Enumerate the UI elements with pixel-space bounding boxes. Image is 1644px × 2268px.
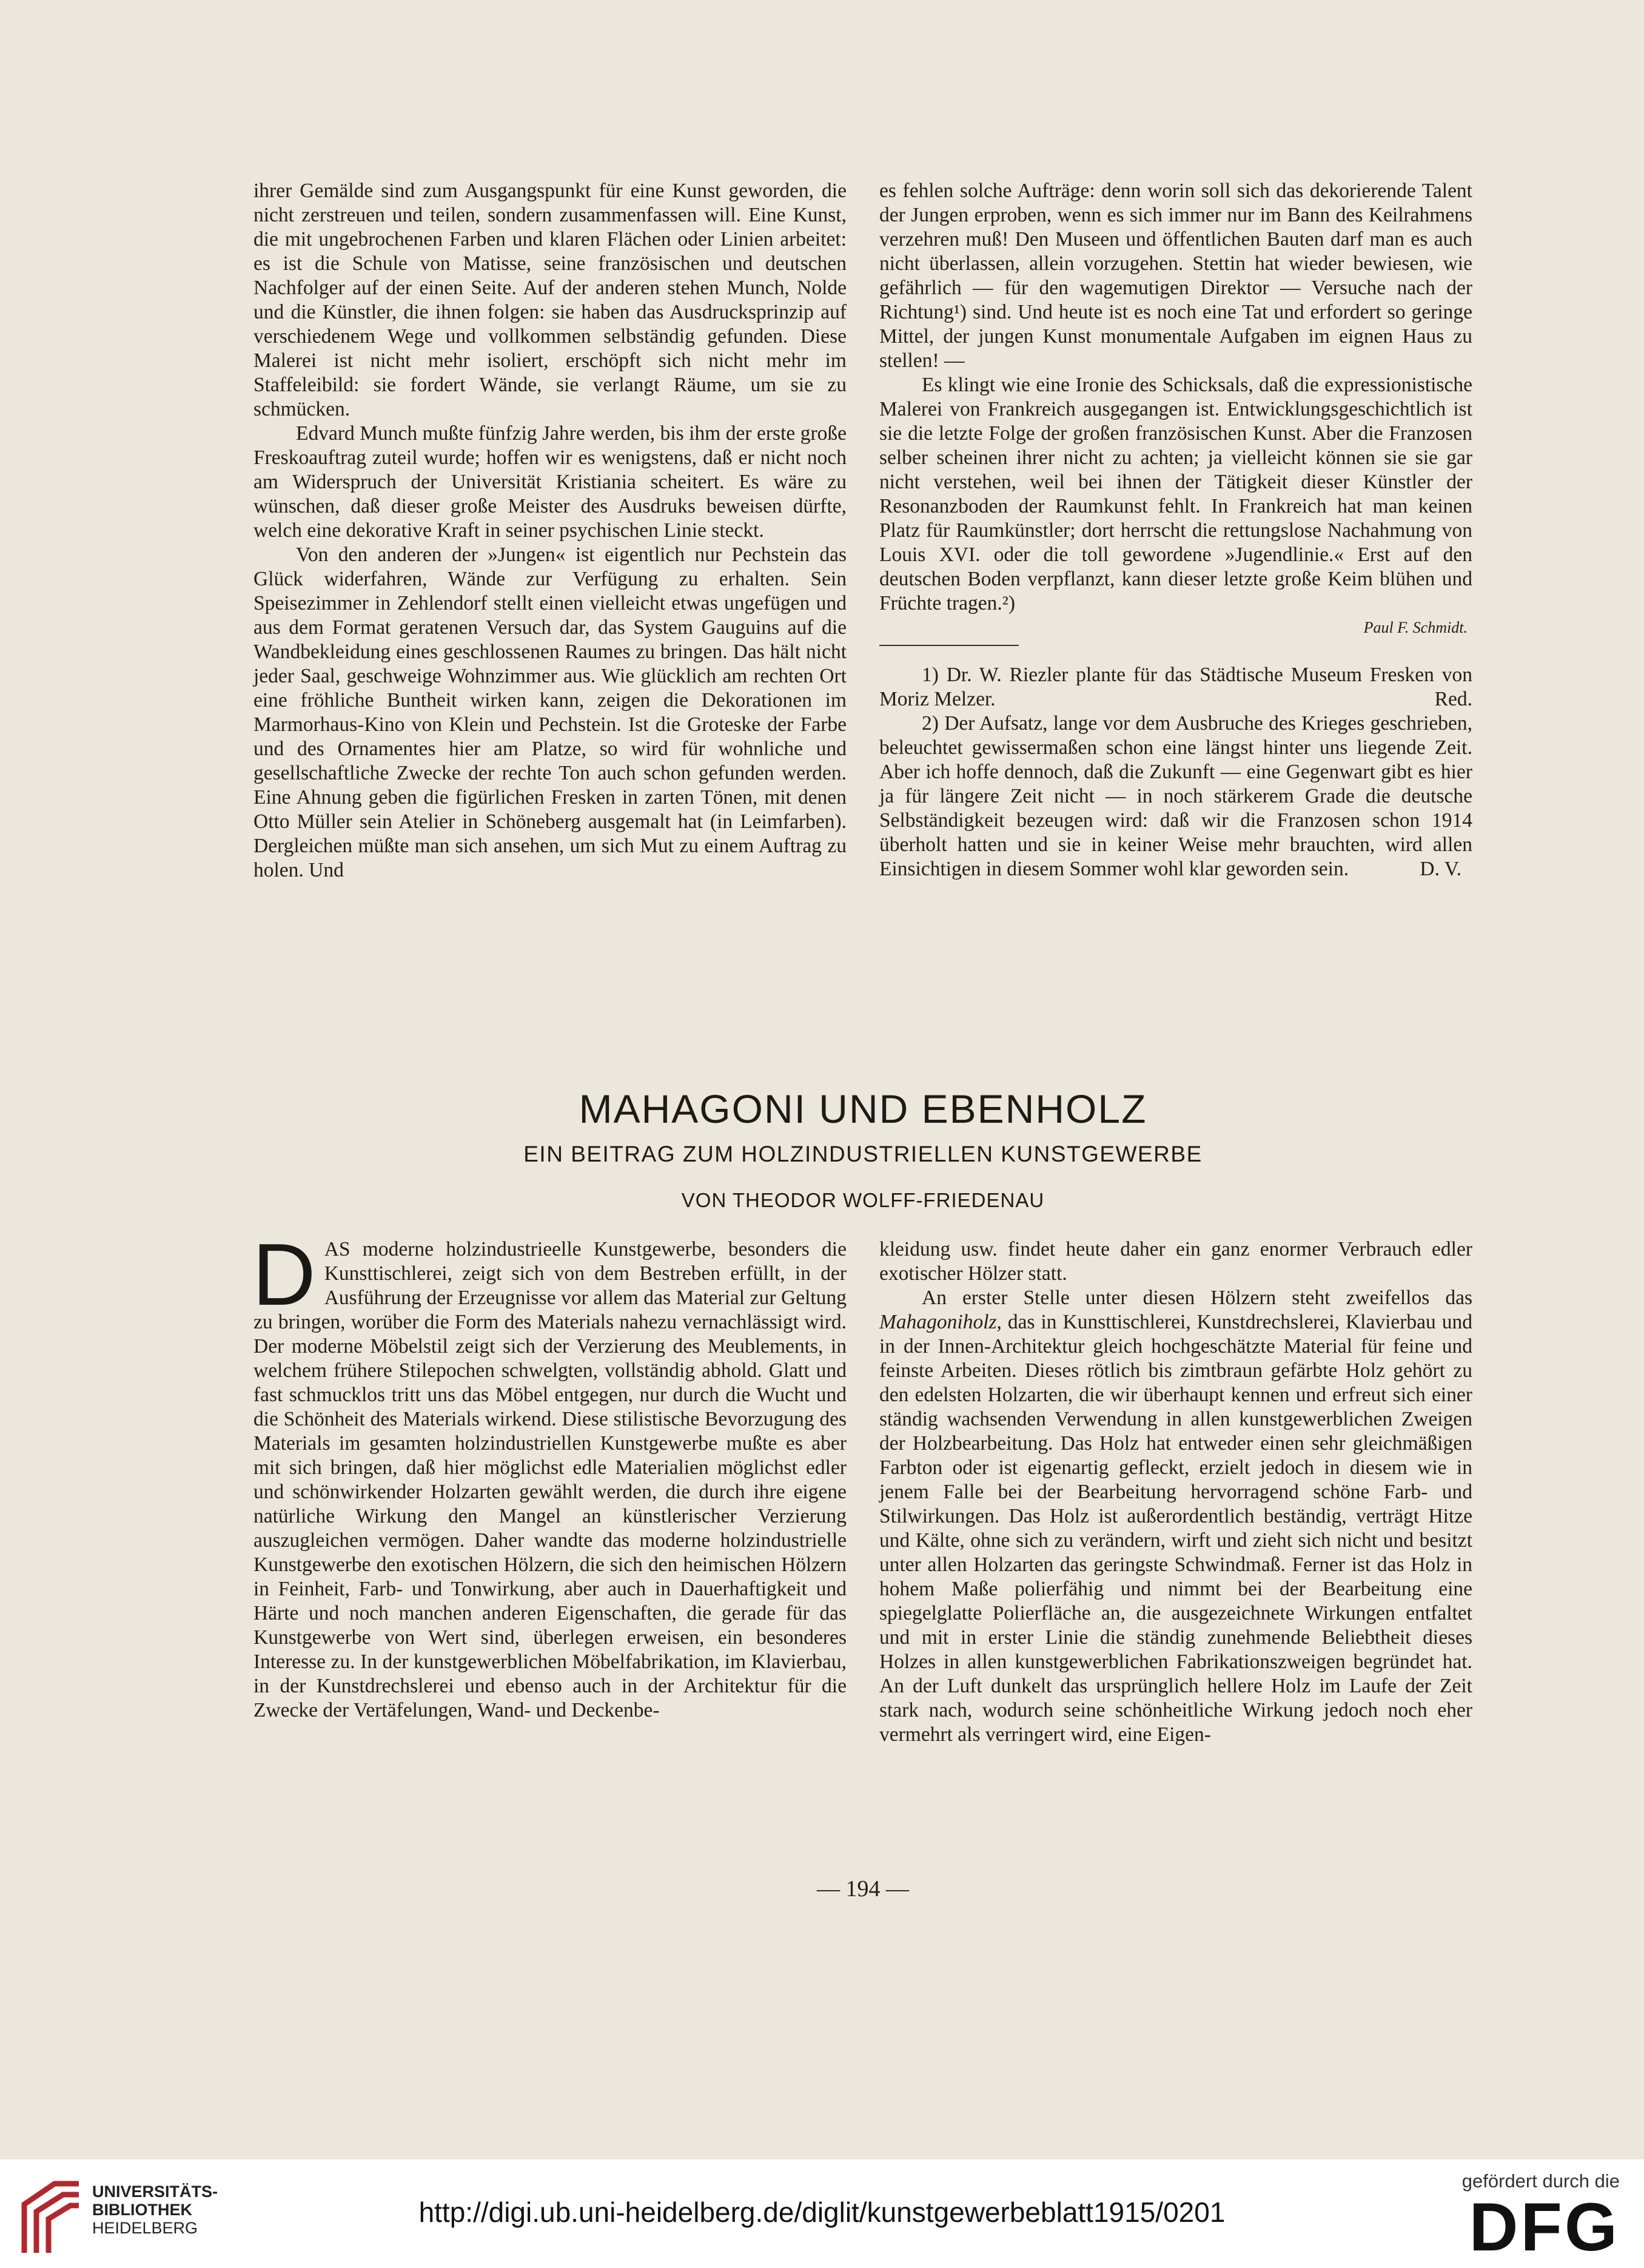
footnote-1	[879, 663, 1472, 712]
permalink[interactable]: http://digi.ub.uni-heidelberg.de/diglit/kunstgewerbeblatt1915/0201	[418, 2196, 1226, 2228]
article-right-column	[879, 1237, 1472, 1747]
footnote-sign: D. V.	[1420, 858, 1461, 880]
paragraph-text: An erster Stelle unter diesen Hölzern steht zweifellos das	[922, 1287, 1472, 1309]
paragraph-text: AS moderne holzindustrieelle Kunstgewerbe, besonders die Kunsttischlerei, zeigt sich von dem Bestreben erfüllt, in der Ausführung der Erzeugnisse vor allem das Material zur Geltung zu bringen, worüber die Form des Materials nahezu vernachlässigt wird. Der moderne Möbelstil zeigt sich der Verzierung des Meublements, in welchem frühere Stilepochen schwelgten, vollständig abhold. Glatt und fast schmucklos tritt uns das Möbel entgegen, nur durch die Wucht und die Schönheit des Materials wirkend. Diese stilistische Bevorzugung des Materials im gesamten holzindustriellen Kunstgewerbe mußte es aber mit sich bringen, daß hier möglichst edle Materialien möglichst edler und schönwirkender Holzarten gewählt werden, die durch ihre eigene natürliche Wirkung den Mangel an künstlerischer Verzierung auszugleichen vermögen. Daher wandte das moderne holzindustrielle Kunstgewerbe den exotischen Hölzern, die sich den heimischen Hölzern in Feinheit, Farb- und Tonwirkung, aber auch in Dauerhaftigkeit und Härte und noch manchen anderen Eigenschaften, die gerade für das Kunstgewerbe von Wert sind, überlegen erweisen, ein besonderes Interesse zu. In der kunstgewerblichen Möbelfabrikation, im Klavierbau, in der Kunstdrechslerei und ebenso auch in der Architektur für die Zwecke der Vertäfelungen, Wand- und Deckenbe-	[253, 1238, 847, 1721]
footnote-text: 2) Der Aufsatz, lange vor dem Ausbruche des Krieges geschrieben, beleuchtet gewissermaßen schon eine längst hinter uns liegende Zeit. Aber ich hoffe dennoch, daß die Zukunft — eine Gegenwart gibt es hier ja für längere Zeit nicht — in noch stärkerem Grade die deutsche Selbständigkeit bezeugen wird: daß wir die Franzosen schon 1914 überholt hatten und sie in keiner Weise mehr brauchten, wird allen Einsichtigen in diesem Sommer wohl klar geworden sein.	[879, 712, 1472, 880]
page-number: — 194 —	[817, 1876, 909, 1902]
paragraph: es fehlen solche Aufträge: denn worin soll sich das dekorierende Talent der Jungen erproben, wenn es sich immer nur im Bann des Keilrahmens verzehren muß! Den Museen und öffentlichen Bauten darf man es auch nicht überlassen, allein vorzugehen. Stettin hat wieder bewiesen, wie gefährlich — für den wagemutigen Direktor — Versuche nach der Richtung¹) sind. Und heute ist es noch eine Tat und erfordert so geringe Mittel, der jungen Kunst monumentale Aufgaben im eignen Haus zu stellen! —	[879, 180, 1472, 372]
previous-article-right-column	[879, 179, 1472, 881]
previous-article-left-column	[253, 179, 847, 883]
article-byline: VON THEODOR WOLFF-FRIEDENAU	[681, 1189, 1045, 1211]
paragraph: Edvard Munch mußte fünfzig Jahre werden, bis ihm der erste große Freskoauftrag zuteil wurde; hoffen wir es wenigstens, daß er nicht noch am Widerspruch der Universität Kristiania scheitert. Es wäre zu wünschen, daß dieser große Meister des Ausdruks beweisen dürfte, welch eine dekorative Kraft in seiner psychischen Linie steckt.	[253, 422, 847, 542]
dfg-logo: DFG	[1469, 2189, 1620, 2265]
article-title: MAHAGONI UND EBENHOLZ	[579, 1086, 1147, 1131]
library-line: HEIDELBERG	[92, 2219, 198, 2237]
funding-note: gefördert durch die	[1461, 2170, 1620, 2192]
paragraph: ihrer Gemälde sind zum Ausgangspunkt für eine Kunst geworden, die nicht zerstreuen und teilen, sondern zusammenfassen will. Eine Kunst, die mit ungebrochenen Farben und klaren Flächen oder Linien arbeitet: es ist die Schule von Matisse, seine französischen und deutschen Nachfolger auf der einen Seite. Auf der anderen stehen Munch, Nolde und die Künstler, die ihnen folgen: sie haben das Ausdrucksprinzip auf verschiedenem Wege und vollkommen selbständig gefunden. Diese Malerei ist nicht mehr isoliert, erschöpft sich nicht mehr im Staffeleibild: sie fordert Wände, sie verlangt Räume, um sie zu schmücken.	[253, 180, 847, 420]
footnote-sign: Red.	[1434, 688, 1472, 710]
drop-cap: D	[252, 1225, 316, 1324]
footnote-2	[879, 712, 1472, 881]
library-line: BIBLIOTHEK	[92, 2201, 192, 2219]
paragraph	[252, 1225, 847, 1723]
paragraph: Es klingt wie eine Ironie des Schicksals, daß die expressionistische Malerei von Frankreich ausgegangen ist. Entwicklungsgeschichtlich ist sie die letzte Folge der großen französischen Kunst. Aber die Franzosen selber scheinen ihrer nicht zu achten; ja vielleicht können sie sie gar nicht verstehen, weil bei ihnen der Tätigkeit dieser Künstler der Resonanzboden der Raumkunst fehlt. In Frankreich hat man keinen Platz für Raumkünstler; dort herrscht die rettungslose Nachahmung von Louis XVI. oder die toll gewordene »Jugendlinie.« Erst auf den deutschen Boden verpflanzt, kann dieser letzte große Keim blühen und Früchte tragen.²)	[879, 374, 1472, 614]
paragraph	[879, 1286, 1472, 1747]
paragraph: kleidung usw. findet heute daher ein ganz enormer Verbrauch edler exotischer Hölzer statt.	[879, 1238, 1472, 1285]
library-line: UNIVERSITÄTS-	[92, 2182, 218, 2201]
footnote-text: 1) Dr. W. Riezler plante für das Städtische Museum Fresken von Moriz Melzer.	[879, 664, 1472, 710]
article-left-column	[252, 1225, 847, 1723]
footnote-rule	[879, 645, 1019, 646]
author-signature: Paul F. Schmidt.	[1363, 619, 1468, 636]
emphasis: Mahagoniholz,	[879, 1311, 1002, 1333]
paragraph-text: das in Kunsttischlerei, Kunstdrechslerei, Klavierbau und in der Innen-Architektur gleich hochgeschätzte Material für feine und feinste Arbeiten. Dieses rötlich bis zimtbraun gefärbte Holz gehört zu den edelsten Holzarten, die wir überhaupt kennen und erfreut sich einer ständig wachsenden Verwendung in allen kunstgewerblichen Zweigen der Holzbearbeitung. Das Holz hat entweder einen sehr gleichmäßigen Farbton oder ist eigenartig gefleckt, erzielt jedoch in diesem wie in jenem Falle bei der Bearbeitung hervorragend schöne Farb- und Stilwirkungen. Das Holz ist außerordentlich beständig, verträgt Hitze und Kälte, ohne sich zu verändern, wirft und zieht sich nicht und besitzt unter allen Holzarten das geringste Schwindmaß. Ferner ist das Holz in hohem Maße polierfähig und nimmt bei der Bearbeitung eine spiegelglatte Polierfläche an, die ausgezeichnete Wirkungen entfaltet und mit in erster Linie die ständig zunehmende Beliebtheit dieses Holzes in allen kunstgewerblichen Fabrikationszweigen begründet hat. An der Luft dunkelt das ursprünglich hellere Holz im Laufe der Zeit stark nach, wodurch seine schönheitliche Wirkung jedoch noch eher vermehrt als verringert wird, eine Eigen-	[879, 1311, 1472, 1746]
paragraph: Von den anderen der »Jungen« ist eigentlich nur Pechstein das Glück widerfahren, Wände zur Verfügung zu erhalten. Sein Speisezimmer in Zehlendorf stellt einen vielleicht etwas ungefügen und aus dem Format geratenen Versuch dar, das System Gauguins auf die Wandbekleidung eines geschlossenen Raumes zu bringen. Das hält nicht jeder Saal, geschweige Wohnzimmer aus. Wie glücklich am rechten Ort eine fröhliche Buntheit wirken kann, zeigen die Dekorationen im Marmorhaus-Kino von Klein und Pechstein. Ist die Groteske der Farbe und des Ornamentes hier am Platze, so wird für wohnliche und gesellschaftliche Zwecke der rechte Ton auch schon gefunden werden. Eine Ahnung geben die figürlichen Fresken in zarten Tönen, mit denen Otto Müller sein Atelier in Schöneberg ausgemalt hat (in Leimfarben). Dergleichen müßte man sich ansehen, um sich Mut zu einem Auftrag zu holen. Und	[253, 543, 847, 881]
digitization-footer	[0, 2159, 1644, 2268]
article-subtitle: EIN BEITRAG ZUM HOLZINDUSTRIELLEN KUNSTGEWERBE	[523, 1142, 1203, 1166]
